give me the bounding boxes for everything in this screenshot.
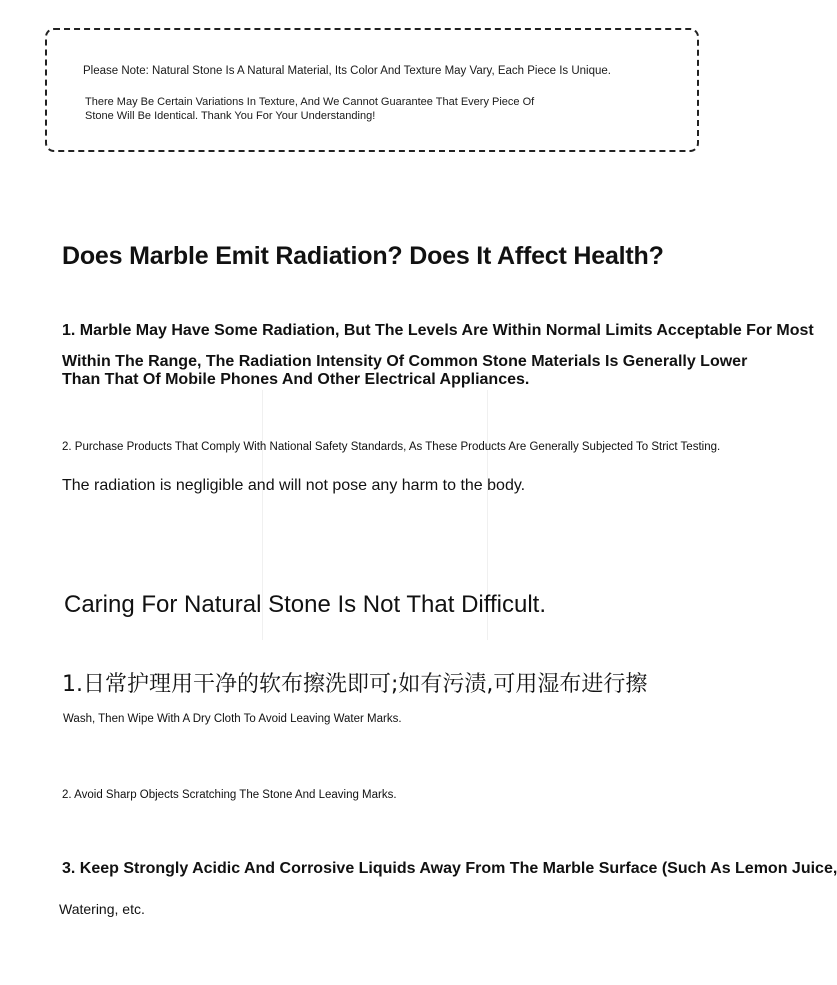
notice-line-2	[85, 96, 534, 123]
care-point-3: 3. Keep Strongly Acidic And Corrosive Liquids Away From The Marble Surface (Such As Lemon Juice,	[62, 860, 837, 877]
radiation-point-1a: 1. Marble May Have Some Radiation, But The Levels Are Within Normal Limits Acceptable For Most	[62, 322, 814, 339]
care-point-1: 1.日常护理用干净的软布擦洗即可;如有污渍,可用湿布进行擦	[62, 672, 648, 697]
care-heading: Caring For Natural Stone Is Not That Difficult.	[64, 591, 546, 618]
notice-line-2a: There May Be Certain Variations In Texture, And We Cannot Guarantee That Every Piece Of	[85, 96, 535, 108]
care-point-2: 2. Avoid Sharp Objects Scratching The Stone And Leaving Marks.	[62, 789, 397, 801]
radiation-point-1c-line: Than That Of Mobile Phones And Other Electrical Appliances.	[62, 371, 530, 388]
radiation-point-1b	[62, 353, 747, 389]
care-point-3-continued: Watering, etc.	[59, 901, 145, 917]
notice-line-2b: Stone Will Be Identical. Thank You For Your Understanding!	[85, 109, 376, 122]
radiation-point-1b-line: Within The Range, The Radiation Intensity Of Common Stone Materials Is Generally Lower	[62, 353, 748, 370]
radiation-point-3: The radiation is negligible and will not pose any harm to the body.	[62, 477, 526, 494]
care-point-1-continued: Wash, Then Wipe With A Dry Cloth To Avoid Leaving Water Marks.	[63, 713, 402, 725]
notice-line-1: Please Note: Natural Stone Is A Natural Material, Its Color And Texture May Vary, Each Piece Is Unique.	[83, 65, 611, 77]
notice-box	[45, 28, 699, 152]
radiation-point-2: 2. Purchase Products That Comply With National Safety Standards, As These Products Are Generally Subjected To Strict Testing.	[62, 441, 721, 453]
radiation-heading: Does Marble Emit Radiation? Does It Affect Health?	[62, 242, 664, 270]
